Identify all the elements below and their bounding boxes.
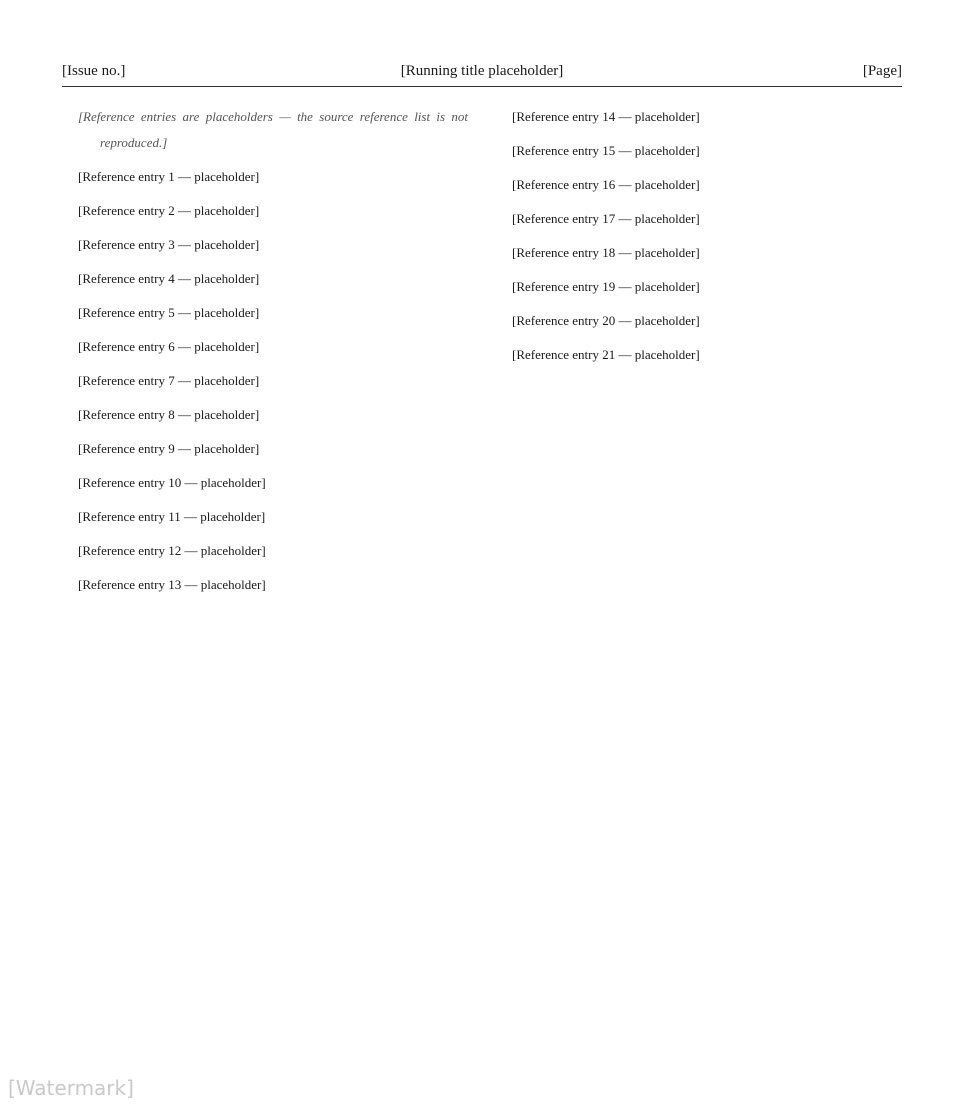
running-title: [Running title placeholder]	[400, 62, 564, 79]
header-rule	[62, 86, 902, 87]
reference-entry: [Reference entry 9 — placeholder]	[78, 441, 260, 456]
reference-entry: [Reference entry 13 — placeholder]	[78, 577, 266, 592]
reference-entry: [Reference entry 18 — placeholder]	[512, 245, 700, 260]
reference-entry: [Reference entry 19 — placeholder]	[512, 279, 700, 294]
reference-entry: [Reference entry 11 — placeholder]	[78, 509, 266, 524]
reference-entry: [Reference entry 21 — placeholder]	[512, 347, 700, 362]
reference-entry: [Reference entry 6 — placeholder]	[78, 339, 260, 354]
reference-entry: [Reference entry 10 — placeholder]	[78, 475, 266, 490]
reference-column-left	[78, 104, 468, 606]
reference-entry: [Reference entry 4 — placeholder]	[78, 271, 260, 286]
page-header	[62, 58, 902, 84]
issue-number: [Issue no.]	[62, 62, 126, 79]
reference-entry: [Reference entry 15 — placeholder]	[512, 143, 700, 158]
reference-entry: [Reference entry 14 — placeholder]	[512, 109, 700, 124]
reference-entry: [Reference entry 3 — placeholder]	[78, 237, 260, 252]
reference-entry: [Reference entry 12 — placeholder]	[78, 543, 266, 558]
page-number: [Page]	[862, 62, 902, 79]
watermark-logo: [Watermark]	[8, 1076, 134, 1100]
reference-entry: [Reference entry 7 — placeholder]	[78, 373, 260, 388]
reference-entry: [Reference entry 1 — placeholder]	[78, 169, 260, 184]
reference-entry: [Reference entry 5 — placeholder]	[78, 305, 260, 320]
reference-entry: [Reference entry 8 — placeholder]	[78, 407, 260, 422]
reference-column-right	[512, 104, 902, 376]
placeholder-notice: [Reference entries are placeholders — the source reference list is not reproduced.]	[78, 109, 468, 150]
reference-entry: [Reference entry 2 — placeholder]	[78, 203, 260, 218]
reference-entry: [Reference entry 20 — placeholder]	[512, 313, 700, 328]
reference-entry: [Reference entry 16 — placeholder]	[512, 177, 700, 192]
reference-entry: [Reference entry 17 — placeholder]	[512, 211, 700, 226]
